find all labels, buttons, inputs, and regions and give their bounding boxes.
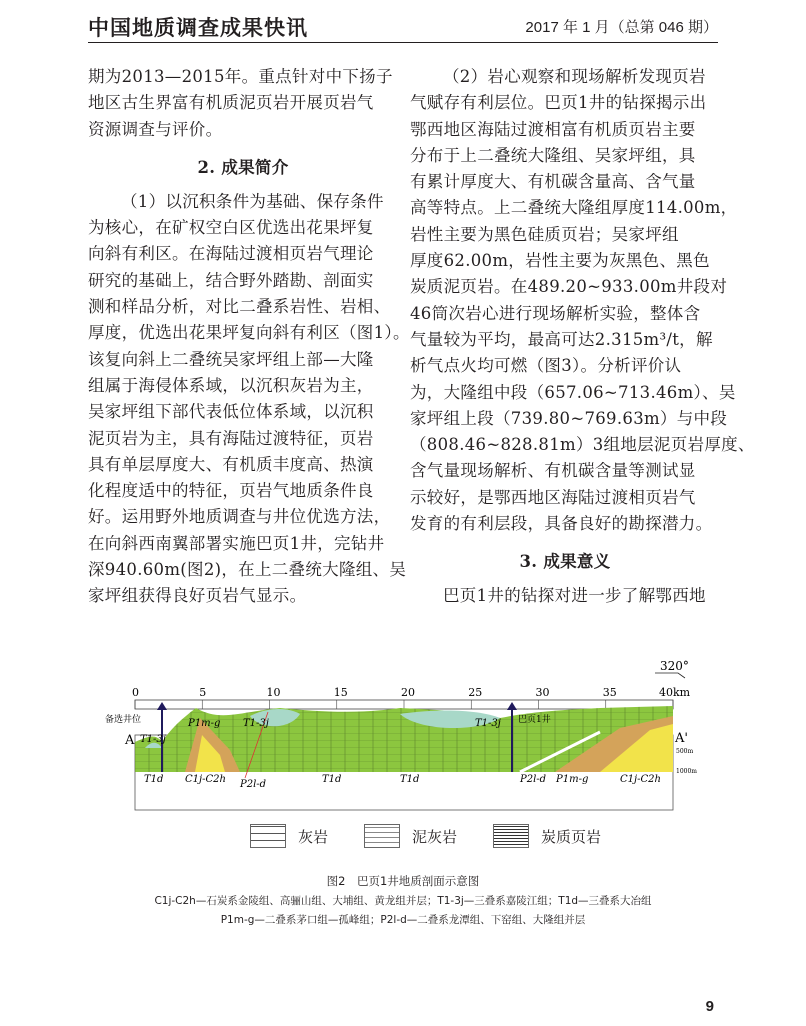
text-line: 向斜有利区。在海陆过渡相页岩气理论 [88, 244, 374, 264]
well-label: 备选井位 [105, 715, 142, 725]
text-line: 岩性主要为黑色硅质页岩；吴家坪组 [410, 224, 679, 244]
figure-caption-line: P1m-g—二叠系茅口组—孤峰组；P2l-d—二叠系龙潭组、下窑组、大隆组并层 [220, 914, 586, 926]
page-number: 9 [705, 998, 714, 1015]
figure-caption-line: C1j-C2h—石炭系金陵组、高骊山组、大埔组、黄龙组并层；T1-3j—三叠系嘉陵江组；T1d—三叠系大冶组 [154, 895, 652, 907]
text-line: （2）岩心观察和现场解析发现页岩 [443, 67, 706, 86]
coal-shale-swatch [493, 824, 529, 848]
direction-label: 320° [660, 659, 689, 673]
formation-label: P1m-g [556, 774, 589, 785]
formation-label: T1d [144, 774, 164, 785]
legend-item [250, 824, 328, 848]
text-line: 深940.60m(图2)，在上二叠统大隆组、吴 [88, 560, 407, 580]
geologic-section-figure [100, 650, 706, 820]
formation-label: T1d [322, 774, 342, 785]
marl-swatch [364, 824, 400, 848]
left-column [88, 64, 410, 610]
formation-label: P1m-g [188, 718, 221, 729]
text-line: 研究的基础上，结合野外踏勘、剖面实 [88, 270, 374, 290]
text-line: 有累计厚度大、有机碳含量高、含气量 [410, 172, 696, 192]
text-line: 家坪组获得良好页岩气显示。 [88, 586, 307, 606]
scale-tick-label: 30 [535, 686, 550, 699]
scale-tick-label: 40km [659, 686, 691, 699]
text-line: 为，大隆组中段（657.06~713.46m）、吴 [410, 382, 736, 402]
formation-label: P2l-d [520, 774, 547, 785]
text-line: 地区古生界富有机质泥页岩开展页岩气 [88, 93, 374, 113]
text-line: 厚度62.00m，岩性主要为灰黑色、黑色 [410, 251, 710, 271]
text-line: （1）以沉积条件为基础、保存条件 [121, 191, 384, 211]
formation-label: T1-3j [475, 718, 501, 729]
section-heading: 2. 成果简介 [197, 157, 289, 177]
scale-tick-label: 15 [333, 686, 348, 699]
text-line: 家坪组上段（739.80~769.63m）与中段 [410, 408, 728, 428]
figure-legend [250, 824, 601, 848]
text-line: 析气点火均可燃（图3）。分析评价认 [410, 356, 682, 376]
scale-tick-label: 25 [468, 686, 483, 699]
legend-label: 炭质页岩 [541, 827, 602, 846]
scale-tick-label: 35 [602, 686, 617, 699]
text-line: 巴页1井的钻探对进一步了解鄂西地 [443, 586, 706, 606]
section-end-label: A [125, 733, 135, 748]
figure-caption-title: 图2 巴页1井地质剖面示意图 [326, 874, 480, 888]
formation-label: T1d [400, 774, 420, 785]
depth-label: 1000m [676, 768, 697, 775]
text-line: 气量较为平均，最高可达2.315m³/t，解 [410, 329, 713, 349]
text-line: 泥页岩为主，具有海陆过渡特征，页岩 [88, 428, 374, 448]
limestone-swatch [250, 824, 286, 848]
legend-item [493, 824, 601, 848]
issue-info: 2017 年 1 月（总第 046 期） [525, 19, 718, 36]
depth-label: 500m [676, 748, 694, 755]
direction-arrow-icon [655, 673, 685, 678]
formation-label: T1-3j [140, 734, 166, 745]
text-line: 化程度适中的特征，页岩气地质条件良 [88, 481, 374, 501]
text-line: 厚度，优选出花果坪复向斜有利区（图1）。 [88, 323, 410, 343]
scale-tick-label: 5 [199, 686, 207, 699]
section-heading: 3. 成果意义 [519, 552, 611, 572]
text-line: 分布于上二叠统大隆组、吴家坪组，具 [410, 145, 696, 165]
text-line: 含气量现场解析、有机碳含量等测试显 [410, 461, 696, 481]
text-line: （808.46~828.81m）3组地层泥页岩厚度、 [410, 435, 755, 455]
text-line: 期为2013—2015年。重点针对中下扬子 [88, 67, 393, 86]
formation-label: C1j-C2h [185, 774, 226, 785]
text-line: 发育的有利层段，具备良好的勘探潜力。 [410, 514, 713, 534]
legend-label: 灰岩 [298, 827, 329, 846]
journal-title: 中国地质调查成果快讯 [88, 16, 308, 40]
section-end-label: A' [675, 731, 688, 746]
well-label: 巴页1井 [518, 715, 551, 725]
text-line: 炭质泥页岩。在489.20~933.00m井段对 [410, 277, 728, 297]
right-column [410, 64, 755, 610]
text-line: 具有单层厚度大、有机质丰度高、热演 [88, 454, 374, 474]
text-line: 该复向斜上二叠统吴家坪组上部—大隆 [88, 349, 374, 369]
text-line: 46筒次岩心进行现场解析实验，整体含 [410, 303, 701, 323]
header-rule [88, 42, 718, 43]
scale-tick-label: 20 [401, 686, 415, 699]
text-line: 好。运用野外地质调查与井位优选方法， [88, 507, 391, 527]
legend-label: 泥灰岩 [412, 827, 458, 846]
text-line: 资源调查与评价。 [88, 119, 223, 139]
text-line: 在向斜西南翼部署实施巴页1井，完钻井 [88, 533, 385, 553]
text-line: 测和样品分析，对比二叠系岩性、岩相、 [88, 297, 391, 317]
text-line: 组属于海侵体系域，以沉积灰岩为主， [88, 375, 374, 395]
formation-label: T1-3j [243, 718, 269, 729]
text-line: 高等特点。上二叠统大隆组厚度114.00m， [410, 198, 738, 218]
scale-tick-label: 10 [266, 686, 281, 699]
text-line: 示较好，是鄂西地区海陆过渡相页岩气 [410, 487, 696, 507]
text-line: 鄂西地区海陆过渡相富有机质页岩主要 [410, 119, 696, 139]
legend-item [364, 824, 457, 848]
formation-label: C1j-C2h [620, 774, 661, 785]
formation-label: P2l-d [240, 779, 267, 790]
scale-tick-label: 0 [132, 686, 139, 699]
text-line: 吴家坪组下部代表低位体系域，以沉积 [88, 402, 374, 422]
text-line: 为核心，在矿权空白区优选出花果坪复 [88, 218, 374, 238]
text-line: 气赋存有利层位。巴页1井的钻探揭示出 [410, 93, 707, 113]
